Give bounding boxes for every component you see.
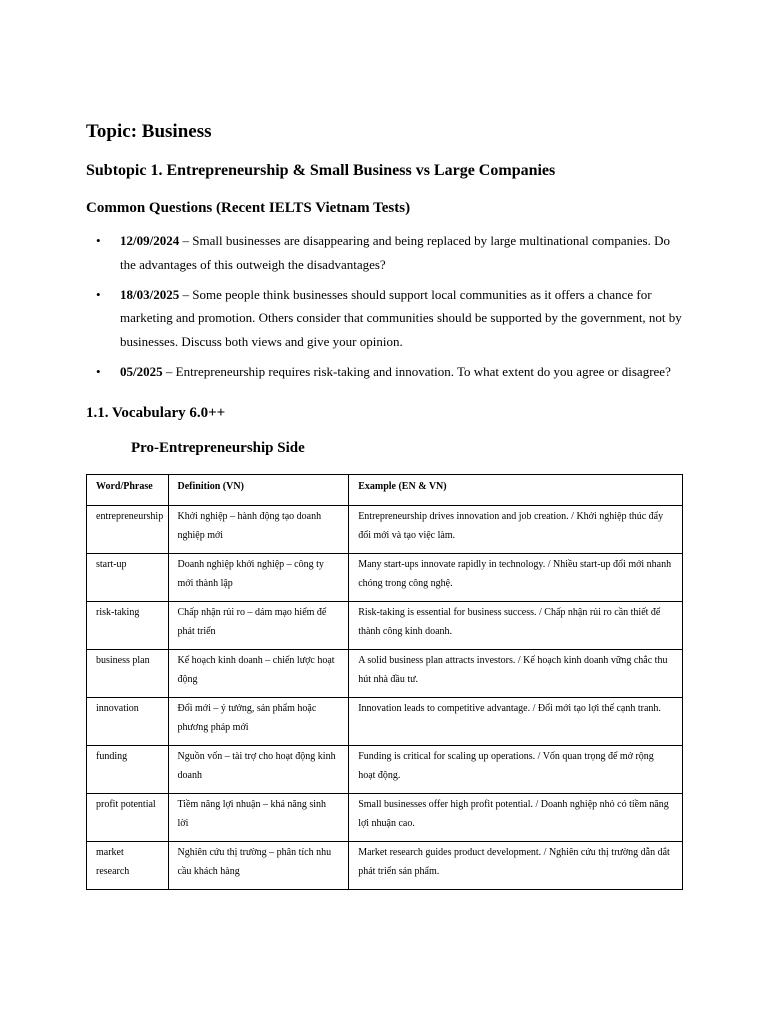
question-date: 05/2025 — [120, 363, 163, 379]
cell-word: profit potential — [87, 794, 169, 842]
cell-example: Market research guides product development. / Nghiên cứu thị trường dẫn dắt phát triển sản phẩm. — [349, 842, 683, 890]
subtopic-title: Subtopic 1. Entrepreneurship & Small Business vs Large Companies — [86, 162, 556, 179]
cell-definition: Doanh nghiệp khởi nghiệp – công ty mới thành lập — [168, 554, 349, 602]
cell-definition: Kế hoạch kinh doanh – chiến lược hoạt động — [168, 650, 349, 698]
table-row — [87, 650, 683, 698]
table-row — [87, 794, 683, 842]
question-text: – Small businesses are disappearing and being replaced by large multinational companies. Do the advantages of this outweigh the disadvantages? — [120, 233, 670, 272]
table-row — [87, 602, 683, 650]
question-text: – Entrepreneurship requires risk-taking and innovation. To what extent do you agree or disagree? — [162, 363, 671, 379]
cell-example: Risk-taking is essential for business success. / Chấp nhận rủi ro cần thiết để thành công kinh doanh. — [349, 602, 683, 650]
table-header-row — [87, 475, 683, 506]
cell-definition: Đổi mới – ý tưởng, sản phẩm hoặc phương pháp mới — [168, 698, 349, 746]
bullet-icon: • — [96, 363, 101, 379]
topic-title: Topic: Business — [86, 121, 212, 142]
bullet-icon: • — [96, 286, 101, 302]
cell-example: Innovation leads to competitive advantage. / Đổi mới tạo lợi thế cạnh tranh. — [349, 698, 683, 746]
question-item — [86, 229, 686, 276]
side-heading: Pro-Entrepreneurship Side — [131, 440, 305, 456]
cell-example: Entrepreneurship drives innovation and job creation. / Khởi nghiệp thúc đẩy đổi mới và tạo việc làm. — [349, 506, 683, 554]
table-row — [87, 698, 683, 746]
question-date: 12/09/2024 — [120, 233, 180, 248]
cell-word: risk-taking — [87, 602, 169, 650]
header-example: Example (EN & VN) — [349, 475, 683, 506]
cell-definition: Nguồn vốn – tài trợ cho hoạt động kinh doanh — [168, 746, 349, 794]
vocabulary-table — [86, 474, 683, 890]
cell-word: entrepreneurship — [87, 506, 169, 554]
vocabulary-heading: 1.1. Vocabulary 6.0++ — [86, 405, 226, 421]
table-row — [87, 554, 683, 602]
question-text: – Some people think businesses should support local communities as it offers a chance for marketing and promotion. Others consider that communities should be supported by the government, not by businesses. Discuss both views and give your opinion. — [120, 286, 682, 349]
question-date: 18/03/2025 — [120, 286, 180, 302]
cell-definition: Khởi nghiệp – hành động tạo doanh nghiệp mới — [168, 506, 349, 554]
cell-example: Funding is critical for scaling up operations. / Vốn quan trọng để mở rộng hoạt động. — [349, 746, 683, 794]
cell-word: business plan — [87, 650, 169, 698]
cell-example: Many start-ups innovate rapidly in technology. / Nhiều start-up đổi mới nhanh chóng trong công nghệ. — [349, 554, 683, 602]
header-word: Word/Phrase — [87, 475, 169, 506]
header-definition: Definition (VN) — [168, 475, 349, 506]
cell-definition: Nghiên cứu thị trường – phân tích nhu cầu khách hàng — [168, 842, 349, 890]
cell-word: innovation — [87, 698, 169, 746]
cell-word: market research — [87, 842, 169, 890]
bullet-icon: • — [96, 233, 101, 248]
cell-example: Small businesses offer high profit potential. / Doanh nghiệp nhỏ có tiềm năng lợi nhuận cao. — [349, 794, 683, 842]
question-list — [86, 229, 686, 390]
cell-word: start-up — [87, 554, 169, 602]
question-item — [86, 360, 686, 384]
question-item — [86, 283, 686, 354]
table-row — [87, 746, 683, 794]
cell-word: funding — [87, 746, 169, 794]
table-row — [87, 506, 683, 554]
cell-definition: Chấp nhận rủi ro – dám mạo hiểm để phát triển — [168, 602, 349, 650]
table-row — [87, 842, 683, 890]
questions-heading: Common Questions (Recent IELTS Vietnam Tests) — [86, 200, 411, 216]
cell-example: A solid business plan attracts investors. / Kế hoạch kinh doanh vững chắc thu hút nhà đầu tư. — [349, 650, 683, 698]
cell-definition: Tiềm năng lợi nhuận – khả năng sinh lời — [168, 794, 349, 842]
